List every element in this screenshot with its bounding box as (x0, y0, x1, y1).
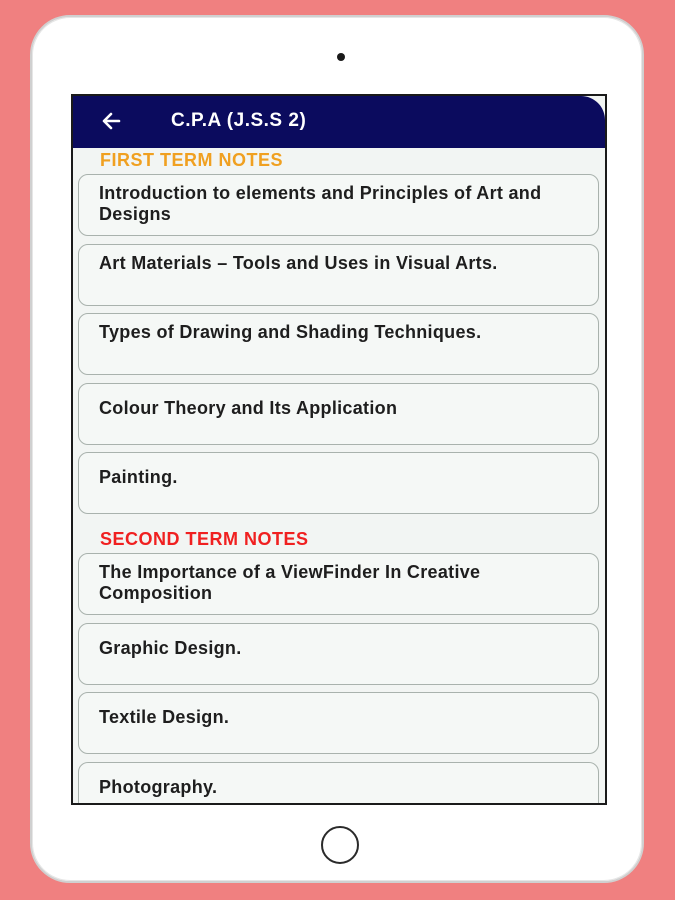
list-item[interactable] (78, 244, 599, 306)
list-item[interactable] (78, 383, 599, 445)
list-item-label: The Importance of a ViewFinder In Creative Composition (99, 562, 481, 603)
list-item-label: Introduction to elements and Principles of Art and Designs (99, 183, 542, 224)
section-heading-second-term: SECOND TERM NOTES (100, 529, 309, 549)
arrow-left-icon[interactable] (99, 109, 123, 133)
list-item[interactable] (78, 623, 599, 685)
camera-dot (337, 53, 345, 61)
list-item-label: Painting. (99, 467, 178, 487)
notes-list (73, 148, 605, 803)
list-item-label: Types of Drawing and Shading Techniques. (99, 322, 482, 342)
list-item[interactable] (78, 174, 599, 236)
list-item[interactable] (78, 692, 599, 754)
section-heading-first-term: FIRST TERM NOTES (100, 150, 283, 170)
list-item[interactable] (78, 762, 599, 803)
list-item-label: Colour Theory and Its Application (99, 398, 398, 418)
list-item[interactable] (78, 553, 599, 615)
app-screen (71, 94, 607, 805)
list-item[interactable] (78, 452, 599, 514)
list-item-label: Photography. (99, 777, 218, 797)
list-item[interactable] (78, 313, 599, 375)
list-item-label: Art Materials – Tools and Uses in Visual Arts. (99, 253, 498, 273)
page-title: C.P.A (J.S.S 2) (171, 110, 307, 131)
list-item-label: Graphic Design. (99, 638, 242, 658)
list-item-label: Textile Design. (99, 707, 230, 727)
tablet-frame (30, 15, 644, 883)
home-button[interactable] (321, 826, 359, 864)
app-bar (73, 96, 605, 148)
